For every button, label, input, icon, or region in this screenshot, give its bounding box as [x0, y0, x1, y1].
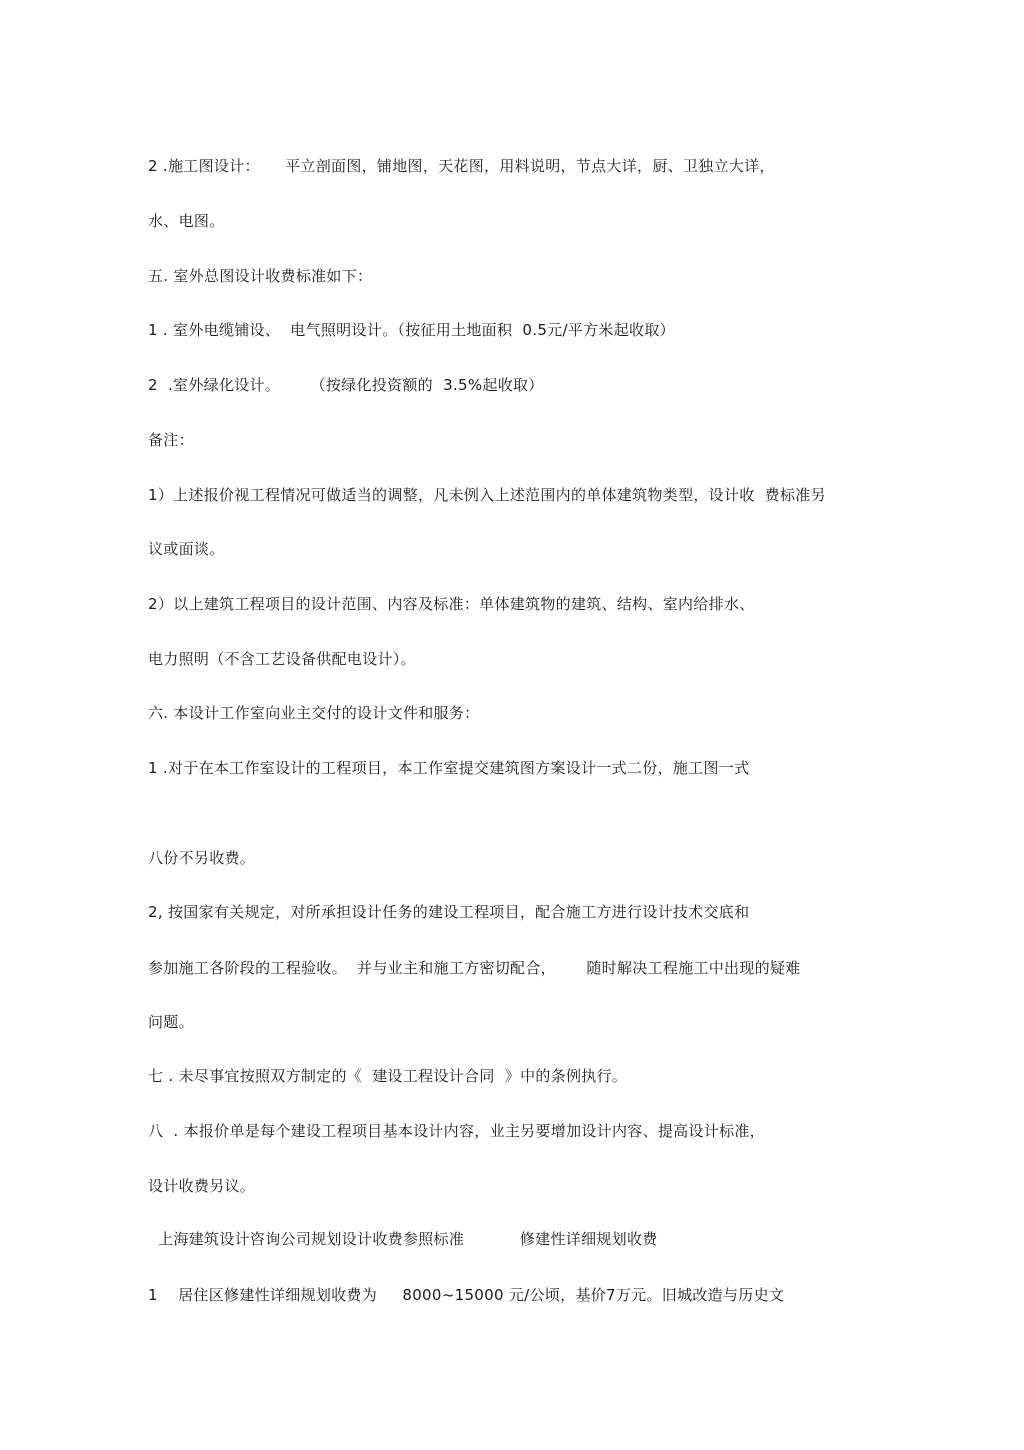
subheading-shanghai-standard: 上海建筑设计咨询公司规划设计收费参照标准 修建性详细规划收费	[148, 1230, 658, 1248]
notes-heading: 备注：	[148, 431, 194, 449]
list-item-outdoor-greening: 2 .室外绿化设计。 （按绿化投资额的 3.5%起收取）	[148, 376, 544, 394]
list-item-outdoor-cable: 1 . 室外电缆铺设、 电气照明设计。（按征用土地面积 0.5元/平方米起收取）	[148, 321, 675, 339]
list-item-deliverables-2-end: 问题。	[148, 1013, 194, 1031]
paragraph-construction-drawing-cont: 水、电图。	[148, 212, 225, 230]
list-item-deliverables-1: 1 .对于在本工作室设计的工程项目，本工作室提交建筑图方案设计一式二份，施工图一式	[148, 759, 750, 777]
note-item-2-cont: 电力照明（不含工艺设备供配电设计）。	[148, 650, 416, 668]
note-item-1: 1）上述报价视工程情况可做适当的调整，凡未例入上述范围内的单体建筑物类型，设计收 费标准另	[148, 486, 826, 504]
list-item-deliverables-1-cont: 八份不另收费。	[148, 849, 256, 867]
section-quotation-cont: 设计收费另议。	[148, 1177, 256, 1195]
section-heading-quotation: 八 . 本报价单是每个建设工程项目基本设计内容，业主另要增加设计内容、提高设计标准，	[148, 1122, 765, 1140]
list-item-residential-fee: 1 居住区修建性详细规划收费为 8000~15000 元/公顷，基价7万元。旧城改造与历史文	[148, 1286, 785, 1304]
section-heading-outdoor: 五. 室外总图设计收费标准如下：	[148, 267, 373, 285]
section-heading-contract: 七 . 未尽事宜按照双方制定的《 建设工程设计合同 》中的条例执行。	[148, 1067, 628, 1085]
section-heading-deliverables: 六. 本设计工作室向业主交付的设计文件和服务：	[148, 704, 480, 722]
paragraph-construction-drawing: 2 .施工图设计： 平立剖面图，铺地图，天花图，用料说明，节点大详，厨、卫独立大详，	[148, 157, 775, 175]
note-item-2: 2）以上建筑工程项目的设计范围、内容及标准：单体建筑物的建筑、结构、室内给排水、	[148, 595, 755, 613]
list-item-deliverables-2-cont: 参加施工各阶段的工程验收。 并与业主和施工方密切配合， 随时解决工程施工中出现的疑难	[148, 959, 801, 977]
note-item-1-cont: 议或面谈。	[148, 540, 225, 558]
list-item-deliverables-2: 2, 按国家有关规定，对所承担设计任务的建设工程项目，配合施工方进行设计技术交底和	[148, 903, 750, 921]
